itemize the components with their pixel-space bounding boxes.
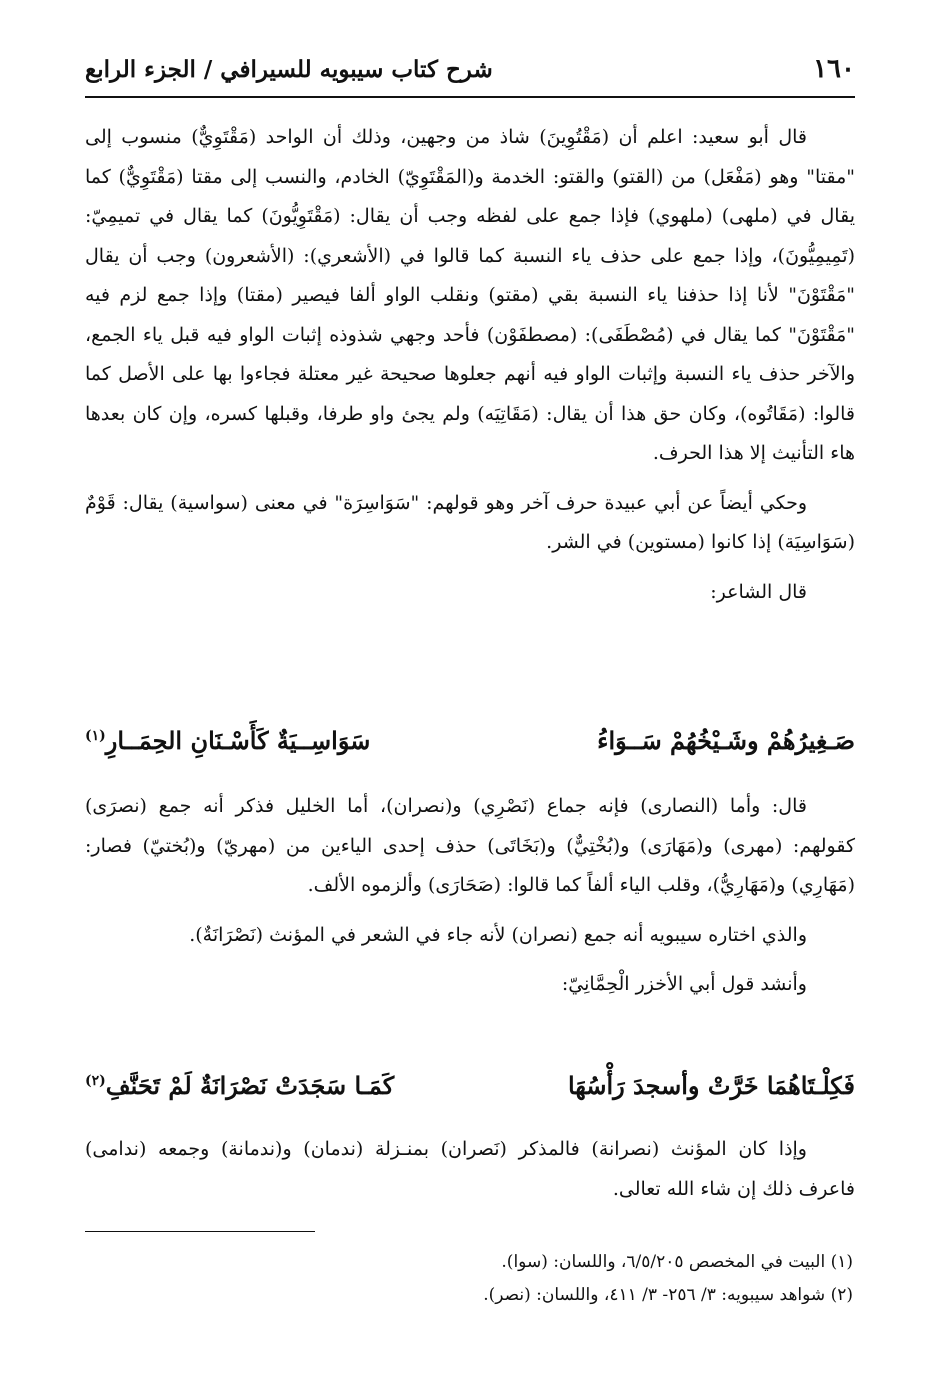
running-header	[85, 50, 855, 98]
footnote-1: (١) البيت في المخصص ٦/٥/٢٠٥، واللسان: (سوا).	[501, 1252, 853, 1272]
poet-intro: قال الشاعر:	[710, 580, 807, 603]
footnote-ref-2: (٢)	[85, 1073, 106, 1089]
paragraph-sibawayh-choice: والذي اختاره سيبويه أنه جمع (نصران) لأنه جاء في الشعر في المؤنث (نَصْرَانَةٌ).	[189, 923, 807, 946]
verse-2-first-hemistich: فَكِلْـتَاهُمَا خَرَّتْ وأسجدَ رَأْسُهَا	[567, 1071, 855, 1100]
paragraph-nasara: قال: وأما (النصارى) فإنه جماع (نَصْرِي) و(نصران)، أما الخليل فذكر أنه جمع (نصرَى) كقولهم: (مهرى) و(مَهَارَى) و(بُخْتِيٌّ) و(بَخَاتَى) حذف إحدى الياءين من (مهريّ) و(بُختيّ) فصار: (مَهَارِي) و(مَهَارِيُّ)، وقلب الياء ألفاً كما قالوا: (صَحَارَى) وألزموه الألف.	[85, 795, 855, 896]
paragraph-akhzar-intro: وأنشد قول أبي الأخزر الْحِمَّانِيّ:	[561, 973, 807, 995]
page-number: ١٦٠	[813, 54, 855, 84]
verse-1-second-hemistich: سَوَاسِــيَةٌ كَأَسْـنَانِ الحِمَــارِ$^{(١)}$	[85, 726, 371, 755]
verse-2-second-hemistich: كَمَـا سَجَدَتْ نَصْرَانَةٌ لَمْ تَحَنَّفِ$^{(٢)}$	[85, 1071, 395, 1100]
verse-1-first-hemistich: صَـغِيرُهُمْ وشَـيْخُهُمْ سَــوَاءُ	[597, 726, 855, 755]
footnote-ref-1: (١)	[85, 728, 106, 744]
running-title: شرح كتاب سيبويه للسيرافي / الجزء الرابع	[85, 56, 493, 83]
main-text	[85, 118, 855, 612]
header-rule	[85, 96, 855, 98]
footnote-rule	[85, 1231, 315, 1232]
footnotes	[253, 1246, 853, 1312]
footnote-2: (٢) شواهد سيبويه: ٣/ ٢٥٦- ٣/ ٤١١، واللسان: (نصر).	[483, 1285, 853, 1305]
paragraph-maqtuwin: قال أبو سعيد: اعلم أن (مَقْتُوِينَ) شاذ من وجهين، وذلك أن الواحد (مَقْتَوِيٌّ) منسوب إلى "مقتا" وهو (مَفْعَل) من (القتو) والقتو: الخدمة و(المَقْتَوِيّ) الخادم، والنسب إلى مقتا (مَقْتَوِيٌّ) كما يقال في (ملهى) (ملهوي) فإذا جمع على لفظه وجب أن يقال: (مَقْتَوِيُّونَ) كما يقال في تميمِيّ: (تَمِيمِيُّونَ)، وإذا جمع على حذف ياء النسبة كما قالوا في (الأشعري): (الأشعرون) وجب أن يقال "مَقْتَوْنَ" لأنا إذا حذفنا ياء النسبة بقي (مقتو) ونقلب الواو ألفا فيصير (مقتا) وإذا جمع لزم فيه "مَقْتَوْنَ" كما يقال في (مُصْطَفَى): (مصطفَوْن) فأحد وجهي شذوذه إثبات الواو فيه قبل ياء الجمع، والآخر حذف ياء النسبة وإثبات الواو فيه أنهم جعلوها صحيحة غير معتلة فجاءوا بها على الأصل كما قالوا: (مَقَاتُوه)، وكان حق هذا أن يقال: (مَقَاتِيَه) ولم يجئ واو طرفا، وقبلها كسره، وإن كان بعدها هاء التأنيث إلا هذا الحرف.	[85, 126, 855, 464]
verse-line-2	[85, 1065, 855, 1113]
paragraph-nasrana: وإذا كان المؤنث (نصرانة) فالمذكر (نَصران) بمنـزلة (ندمان) و(ندمانة) وجمعه (ندامى) فاعرف ذلك إن شاء الله تعالى.	[85, 1138, 855, 1200]
verse-line-1	[85, 720, 855, 768]
paragraph-sawasira: وحكي أيضاً عن أبي عبيدة حرف آخر وهو قولهم: "سَوَاسِرَة" في معنى (سواسية) يقال: قَوْمٌ (سَوَاسِيَة) إذا كانوا (مستوين) في الشر.	[85, 491, 855, 553]
main-text-closing	[85, 1130, 855, 1209]
main-text-continued	[85, 787, 855, 1005]
